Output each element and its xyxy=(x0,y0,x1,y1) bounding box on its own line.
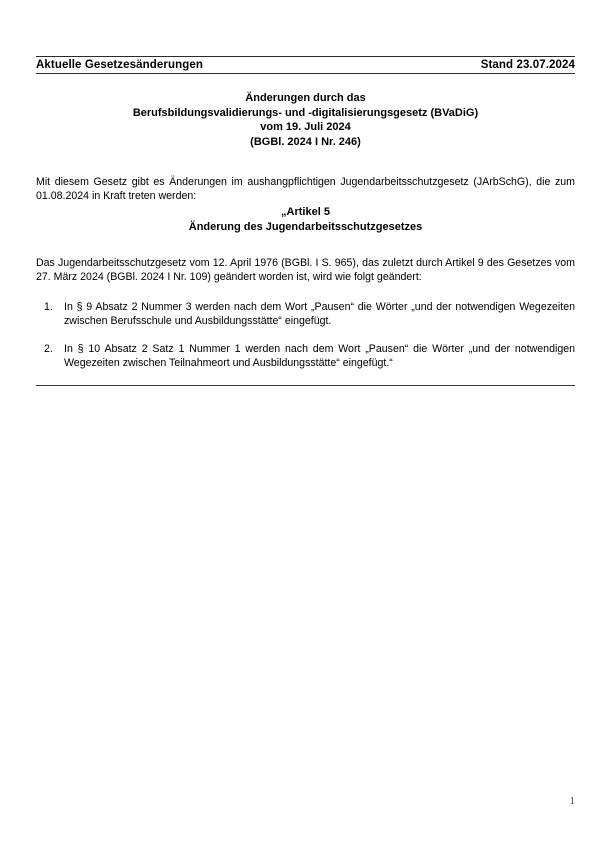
intro-paragraph: Mit diesem Gesetz gibt es Änderungen im aushangpflichtigen Jugendarbeitsschutzgesetz (JArbSchG), die zum 01.08.2024 in Kraft treten werden: xyxy=(36,175,575,202)
amendment-list-item-2 xyxy=(36,342,575,371)
main-paragraph: Das Jugendarbeitsschutzgesetz vom 12. April 1976 (BGBl. I S. 965), das zuletzt durch Artikel 9 des Gesetzes vom 27. März 2024 (BGBl. 2024 I Nr. 109) geändert worden ist, wird wie folgt geändert: xyxy=(36,256,575,283)
title-line-4: (BGBl. 2024 I Nr. 246) xyxy=(250,135,361,148)
title-line-3: vom 19. Juli 2024 xyxy=(260,121,351,134)
article-heading-block xyxy=(36,205,575,234)
list-item-text: In § 9 Absatz 2 Nummer 3 werden nach dem Wort „Pausen“ die Wörter „und der notwendigen Wegezeiten zwischen Berufsschule und Ausbildungsstätte“ eingefügt. xyxy=(64,301,575,328)
list-marker: 1. xyxy=(44,301,53,313)
content-bottom-divider xyxy=(36,385,575,386)
article-heading-title: Änderung des Jugendarbeitsschutzgesetzes xyxy=(188,220,423,233)
amendment-list-item-1 xyxy=(36,300,575,329)
header-date-status: Stand 23.07.2024 xyxy=(480,59,575,71)
list-item-text: In § 10 Absatz 2 Satz 1 Nummer 1 werden nach dem Wort „Pausen“ die Wörter „und der notwendigen Wegezeiten zwischen Teilnahmeort und Ausbildungsstätte“ eingefügt.“ xyxy=(64,343,575,370)
article-heading-number: „Artikel 5 xyxy=(281,206,330,218)
header-title: Aktuelle Gesetzesänderungen xyxy=(36,59,203,71)
page-number: 1 xyxy=(569,795,575,807)
document-header xyxy=(36,56,575,74)
list-marker: 2. xyxy=(44,343,53,355)
title-line-1: Änderungen durch das xyxy=(245,92,366,104)
title-line-2: Berufsbildungsvalidierungs- und -digitalisierungsgesetz (BVaDiG) xyxy=(132,106,479,119)
document-title-block xyxy=(36,91,575,149)
